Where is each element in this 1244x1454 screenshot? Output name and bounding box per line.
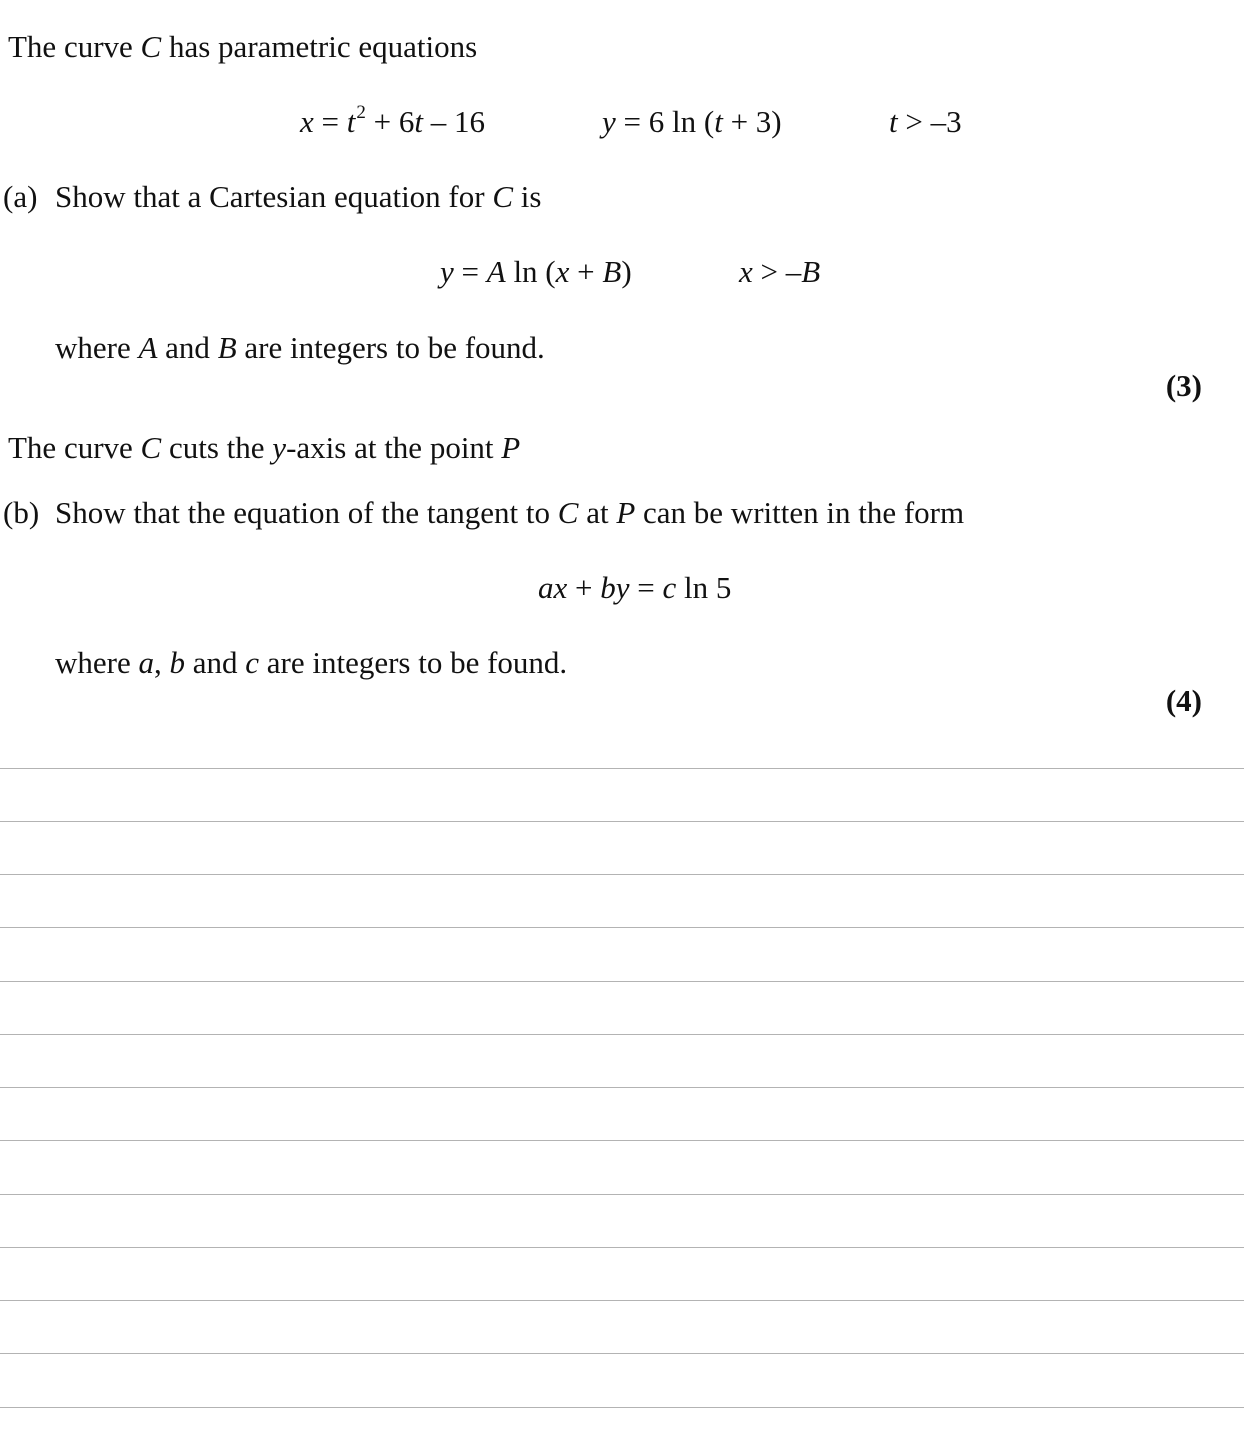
part-b-text: Show that the equation of the tangent to C at P can be written in the form (55, 495, 965, 530)
answer-line (0, 874, 1244, 875)
part-a-where: where A and B are integers to be found. (55, 330, 545, 365)
part-b-marks: (4) (1165, 683, 1202, 718)
cartesian-equation: y = A ln (x + B) (440, 254, 632, 289)
part-a-marks: (3) (1165, 368, 1202, 403)
answer-line (0, 1247, 1244, 1248)
part-b-label: (b) (3, 495, 40, 530)
var-C: C (140, 29, 162, 64)
part-a-text: Show that a Cartesian equation for C is (55, 179, 542, 214)
part-b-where: where a, b and c are integers to be found. (55, 645, 568, 680)
answer-line (0, 821, 1244, 822)
part-a-label: (a) (3, 179, 38, 214)
answer-line (0, 1034, 1244, 1035)
answer-line (0, 1140, 1244, 1141)
answer-line (0, 927, 1244, 928)
answer-line (0, 1087, 1244, 1088)
x-parametric-equation: $x = t^2 + 6t - 16$ (300, 102, 485, 139)
answer-line (0, 1300, 1244, 1301)
x-condition: x > –B (739, 254, 821, 289)
answer-line (0, 1194, 1244, 1195)
t-condition: t > –3 (889, 104, 962, 139)
y-parametric-equation: y = 6 ln (t + 3) (602, 104, 782, 139)
answer-line (0, 1353, 1244, 1354)
answer-line (0, 981, 1244, 982)
intro-text: The curve C has parametric equations (8, 29, 478, 64)
answer-line (0, 1407, 1244, 1408)
point-p-intro: The curve C cuts the y-axis at the point P (8, 430, 521, 465)
superscript-two: 2 (356, 102, 366, 123)
tangent-equation: ax + by = c ln 5 (538, 570, 732, 605)
answer-line (0, 768, 1244, 769)
